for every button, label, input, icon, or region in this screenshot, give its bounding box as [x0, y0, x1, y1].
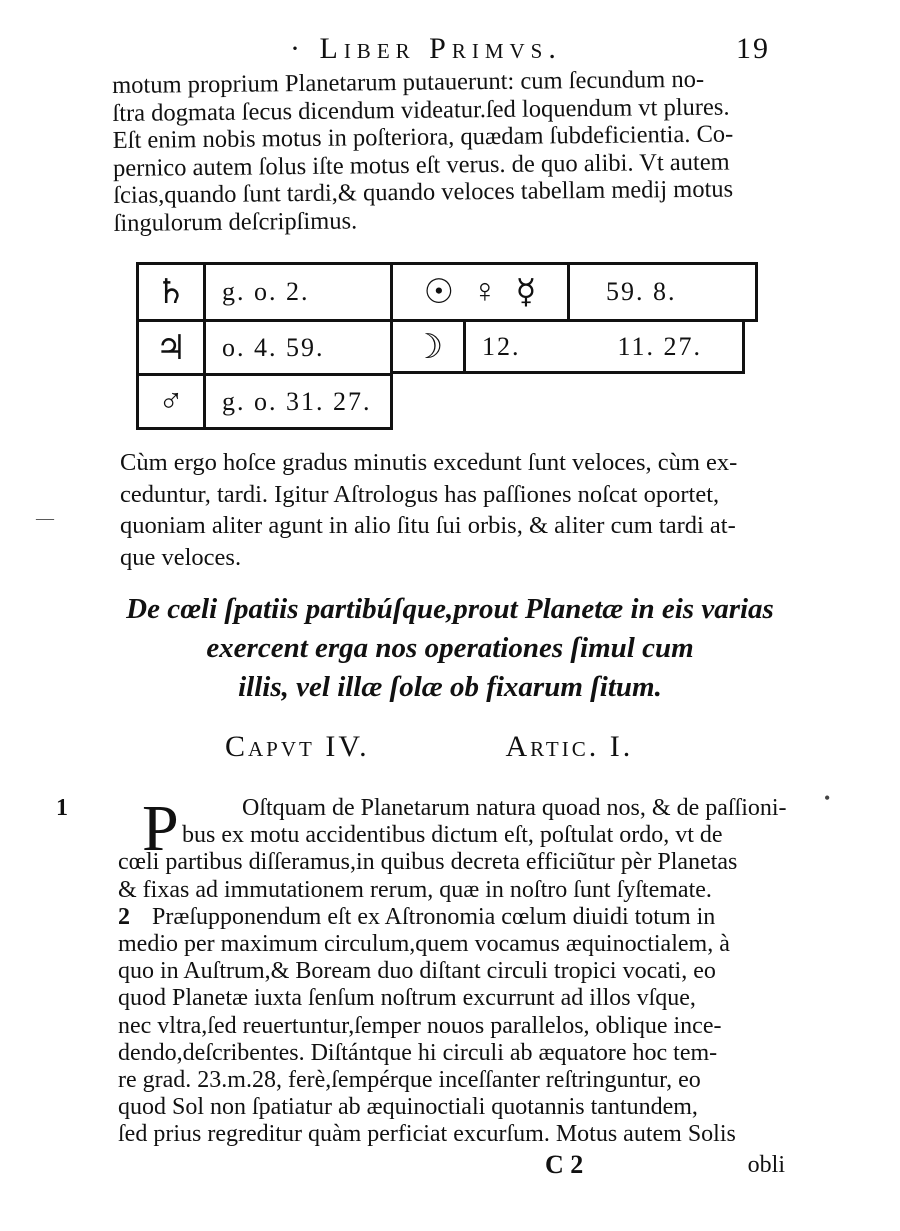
article-line [118, 1040, 798, 1067]
drop-cap: P [142, 792, 179, 865]
text-line: quoniam aliter agunt in alio ſitu ſui orbis, & aliter cum tardi at- [120, 512, 736, 539]
text-line: motum proprium Planetarum putauerunt: cum ſecundum no- [112, 65, 705, 99]
saturn-value: g. o. 2. [222, 277, 310, 306]
moon-value-a: 12. [482, 331, 521, 361]
line-text: cœli partibus diſſeramus,in quibus decreta efficiũtur pèr Planetas [118, 849, 738, 876]
venus-icon: ♀ [472, 273, 498, 310]
line-text: quod Sol non ſpatiatur ab æquinoctiali quotannis tantundem, [118, 1094, 698, 1121]
article-body [56, 792, 798, 1149]
article-line [118, 849, 798, 876]
text-line: Eſt enim nobis motus in poſteriora, quædam ſubdeficientia. Co- [112, 120, 734, 154]
mercury-icon: ☿ [515, 274, 537, 311]
chapter-title: Capvt IV. [225, 730, 370, 763]
article-line [118, 904, 798, 931]
line-text: ſed prius regreditur quàm perficiat excurſum. Motus autem Solis [118, 1121, 736, 1148]
sun-icon: ☉ [423, 274, 455, 311]
line-text: quo in Auſtrum,& Boream duo diſtant circuli tropici vocati, eo [118, 958, 716, 985]
mars-icon: ♂ [158, 382, 184, 420]
text-line: pernico autem ſolus iſte motus eſt verus. de quo alibi. Vt autem [112, 148, 730, 182]
intro-paragraph [112, 65, 794, 237]
line-text: & fixas ad immutationem rerum, quæ in noſtro ſunt ſyſtemate. [118, 876, 712, 903]
sun-venus-mercury-value: 59. 8. [606, 277, 677, 306]
article-line [58, 795, 798, 822]
article-line [118, 1094, 798, 1121]
line-text: Præſupponendum eſt ex Aſtronomia cœlum diuidi totum in [152, 903, 716, 930]
jupiter-value-cell [203, 319, 393, 376]
jupiter-value: o. 4. 59. [222, 332, 325, 362]
page-number: 19 [736, 32, 770, 65]
heading-line: illis, vel illæ ſolæ ob fixarum ſitum. [238, 671, 662, 703]
sun-venus-mercury-value-cell [567, 262, 758, 322]
running-title: · Liber Primvs. [290, 32, 562, 65]
article-line [118, 1067, 798, 1094]
paragraph-number: 2 [118, 903, 130, 930]
line-text: nec vltra,ſed reuertuntur,ſemper nouos parallelos, oblique ince- [118, 1012, 722, 1039]
margin-speck: — [36, 508, 54, 528]
text-line: ceduntur, tardi. Igitur Aſtrologus has paſſiones noſcat oportet, [120, 480, 720, 508]
page-footer [545, 1150, 785, 1184]
article-line [118, 958, 798, 985]
mars-value-cell [203, 373, 393, 430]
sun-venus-mercury-symbol-cell [390, 262, 570, 322]
text-line: ſtra dogmata ſecus dicendum videatur.ſed loquendum vt plures. [112, 93, 730, 127]
mean-motion-table [136, 262, 758, 430]
moon-symbol-cell [390, 319, 466, 374]
line-text: medio per maximum circulum,quem vocamus æquinoctialem, à [118, 931, 730, 958]
section-heading [90, 590, 810, 707]
line-text: Oſtquam de Planetarum natura quoad nos, & de paſſioni- [242, 795, 787, 821]
line-text: quod Planetæ iuxta ſenſum noſtrum excurrunt ad illos vſque, [118, 985, 696, 1012]
saturn-value-cell [203, 262, 393, 322]
text-line: ſingulorum deſcripſimus. [113, 206, 358, 237]
page-header [110, 30, 790, 70]
jupiter-symbol-cell [136, 319, 206, 376]
text-line: ſcias,quando ſunt tardi,& quando veloces tabellam medij motus [113, 175, 734, 209]
paragraph-number: 1 [56, 795, 68, 821]
article-line [182, 822, 798, 849]
moon-value-cell [463, 319, 745, 374]
article-line [118, 985, 798, 1012]
line-text: dendo,deſcribentes. Diſtántque hi circuli ab æquatore hoc tem- [118, 1039, 718, 1066]
article-line [118, 1121, 798, 1148]
article-line [118, 1013, 798, 1040]
saturn-icon: ♄ [155, 274, 187, 311]
text-line: Cùm ergo hoſce gradus minutis excedunt ſunt veloces, cùm ex- [120, 449, 738, 476]
article-line [118, 877, 798, 904]
article-line [118, 931, 798, 958]
signature-mark: C 2 [545, 1150, 584, 1179]
line-text: re grad. 23.m.28, ferè,ſempérque inceſſanter reſtringuntur, eo [118, 1067, 701, 1094]
line-text: bus ex motu accidentibus dictum eſt, poſtulat ordo, vt de [182, 822, 723, 849]
mars-symbol-cell [136, 373, 206, 430]
mars-value: g. o. 31. 27. [222, 386, 372, 416]
heading-line: De cœli ſpatiis partibúſque,prout Planetæ in eis varias [126, 593, 774, 625]
moon-value-b: 11. 27. [617, 331, 702, 361]
jupiter-icon: ♃ [155, 329, 187, 367]
margin-speck: • [824, 788, 831, 808]
catchword: obli [747, 1152, 785, 1178]
moon-icon: ☽ [412, 328, 444, 366]
after-table-paragraph [120, 447, 800, 573]
text-line: que veloces. [120, 543, 242, 571]
chapter-heading [225, 730, 725, 764]
article-title: Artic. I. [505, 730, 634, 763]
heading-line: exercent erga nos operationes ſimul cum [206, 632, 694, 664]
saturn-symbol-cell [136, 262, 206, 322]
